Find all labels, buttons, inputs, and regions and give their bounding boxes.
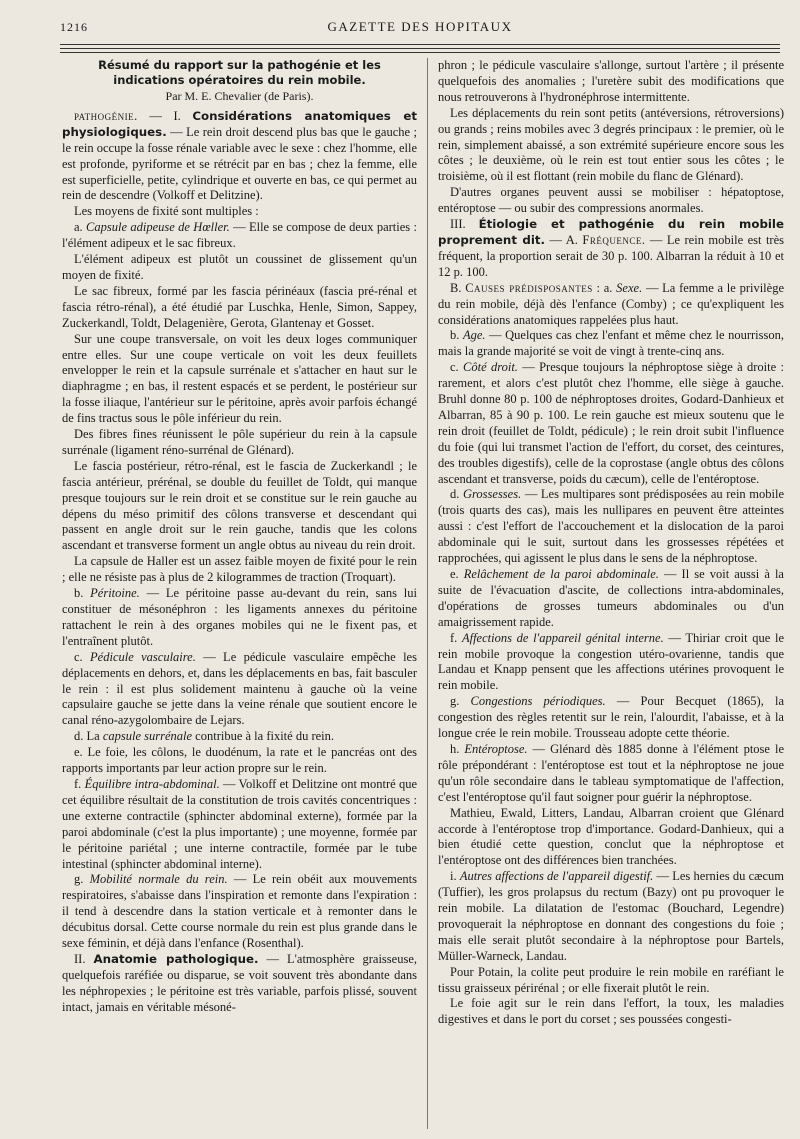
paragraph <box>62 650 417 730</box>
paragraph-text: — Thiriar croit que le rein mobile provoque la congestion utéro-ovarienne, tandis que Landau et Knapp pensent que les affections utérines provoquent le rein mobile. <box>438 630 784 693</box>
article-title-block <box>62 58 417 105</box>
paragraph <box>62 777 417 872</box>
paragraph <box>62 427 417 459</box>
paragraph-lead: Fréquence. <box>582 232 646 247</box>
paragraph <box>438 806 784 870</box>
paragraph-text: — A. <box>545 232 583 247</box>
paragraph <box>438 281 784 329</box>
paragraph-subheading: Équilibre intra-abdominal. <box>84 776 220 791</box>
paragraph-text: L'élément adipeux est plutôt un coussinet de glissement qu'un moyen de fixité. <box>62 252 417 282</box>
paragraph-text: — La femme a le privilège du rein mobile, déjà dès l'enfance (Comby) ; ce qu'expliquent les considérations anatomiques rappelées plus haut. <box>438 280 784 327</box>
paragraph <box>438 185 784 217</box>
paragraph-marker: d. <box>450 487 463 502</box>
paragraph-text: Les déplacements du rein sont petits (antéversions, rétroversions) ou grands ; reins mobiles avec 3 degrés principaux : le premier, où le rein, simplement abaissé, a son extrémité supérieure encore sous les côtes ; le deuxième, où le rein est tout entier sous les côtes ; le troisième, où il est flottant (rein mobile du flanc de Glénard). <box>438 105 784 184</box>
header-rule <box>60 52 780 53</box>
paragraph <box>62 586 417 650</box>
section-heading: Considérations anatomiques et physiologiques. <box>62 108 417 139</box>
paragraph <box>438 631 784 695</box>
paragraph-lead: pathogénie. <box>74 108 138 123</box>
paragraph-subheading: Péritoine. <box>90 586 140 601</box>
paragraph-marker: c. <box>450 360 464 375</box>
paragraph-text: Le fascia postérieur, rétro-rénal, est le fascia de Zuckerkandl ; le fascia antérieur, prérénal, se double du feuillet de Toldt, qui manque presque toujours sur le rein droit et se constitue sur le rein gauche au dépens du méso primitif des côlons transverse et descendant qui passent en angle droit sur le rein gauche, tandis que les colons ascendant et transverse forment un angle obtus au niveau du rein droit. <box>62 458 417 553</box>
page-number: 1216 <box>60 20 88 34</box>
page-header <box>60 16 780 38</box>
paragraph-text: Sur une coupe transversale, on voit les deux loges communiquer entre elles. Sur une coupe verticale on voit les deux feuillets envelopper le rein et la capsule surrénale et s'attacher en haut sur le diaphragme ; en bas, il restent espacés et se perdent, le postérieur sur la fosse iliaque, l'antérieur sur le péritoine, après avoir parfois échangé de fins tractus sous le pôle inférieur du rein. <box>62 331 417 426</box>
paragraph <box>438 217 784 281</box>
paragraph-subheading: Grossesses. <box>462 487 522 502</box>
paragraph-marker: a. <box>74 220 87 235</box>
paragraph <box>62 220 417 252</box>
paragraph-text: Le foie, les côlons, le duodénum, la rate et le pancréas ont des rapports importants par leur action propre sur le rein. <box>62 745 417 776</box>
paragraph-subheading: Sexe. <box>616 280 643 295</box>
paragraph <box>62 952 417 1016</box>
left-column <box>62 58 417 1133</box>
column-divider <box>427 58 428 1129</box>
right-column <box>438 58 784 1133</box>
paragraph-marker: B. <box>450 280 466 295</box>
paragraph-text: Le sac fibreux, formé par les fascia périnéaux (fascia pré-rénal et fascia rétro-rénal), a été étudié par Luschka, Henle, Simon, Sappey, Zuckerkandl, Toldt, Delagenière, Gerota, Glantenay et Gosset. <box>62 283 417 330</box>
paragraph-text: Le foie agit sur le rein dans l'effort, la toux, les maladies digestives et dans le port du corset ; ses poussées congesti- <box>438 996 784 1027</box>
paragraph <box>62 252 417 284</box>
paragraph-text: Les moyens de fixité sont multiples : <box>74 204 259 219</box>
paragraph-text: phron ; le pédicule vasculaire s'allonge, surtout l'artère ; il présente quelquefois des anomalies ; l'uretère subit des modifications que nous retrouverons à l'hydronéphrose intermittente. <box>438 58 784 104</box>
paragraph-text: — Pour Becquet (1865), la congestion des règles retentit sur le rein, l'alourdit, l'abaisse, et à la longue crée le rein mobile. Trousseau adopte cette théorie. <box>438 694 784 741</box>
paragraph <box>438 106 784 186</box>
paragraph-text: : a. <box>592 280 617 295</box>
paragraph-text: — Les hernies du cæcum (Tuffier), les gros prolapsus du rectum (Bazy) ont pu provoquer le rein mobile. La dilatation de l'estomac (Bouchard, Legendre) provoquerait la néphroptose en donnant des congestions du foie ; mais elle serait plutôt secondaire à la néphroptose pour Bartels, Müller-Warneck, Landau. <box>438 869 784 963</box>
paragraph-text: — I. <box>137 108 193 123</box>
paragraph <box>438 567 784 631</box>
paragraph-subheading: Pédicule vasculaire. <box>90 649 196 664</box>
paragraph <box>62 109 417 204</box>
paragraph <box>62 459 417 554</box>
paragraph <box>438 360 784 487</box>
paragraph-text: — Le pédicule vasculaire empêche les déplacements en dehors, et, dans les déplacements en bas, fait basculer le rein : il est plus solidement maintenu à gauche où la veine capsulaire gauche se jette dans la veine rénale que soutient encore le canal réno-azygolombaire de Lejars. <box>62 649 417 728</box>
paragraph-text: — L'atmosphère graisseuse, quelquefois raréfiée ou disparue, se voit souvent très abondante dans les néphropexies ; le péritoine est très variable, parfois plissé, souvent intact, jamais en véritable mésoné- <box>62 951 417 1014</box>
paragraph-text: — Le péritoine passe au-devant du rein, sans lui constituer de mésonéphron : les ligaments annexes du péritoine rattachent le rein à des organes mobiles qui ne le fixent pas, et l'entraînent plutôt. <box>62 586 417 648</box>
paragraph <box>438 328 784 360</box>
paragraph-subheading: Mobilité normale du rein. <box>89 872 228 887</box>
section-heading: Anatomie pathologique. <box>93 951 259 966</box>
paragraph-text: — Elle se compose de deux parties : l'élément adipeux et le sac fibreux. <box>62 220 417 251</box>
paragraph-subheading: Capsule adipeuse de Hœller. <box>86 220 230 235</box>
paragraph <box>438 742 784 806</box>
paragraph-subheading: Autres affections de l'appareil digestif. <box>459 869 654 884</box>
paragraph-text: — Le rein droit descend plus bas que le gauche ; le rein occupe la fosse rénale variable avec le sexe : chez l'homme, elle est profonde, pyriforme et se rétrécit par en bas ; chez la femme, elle est superficielle, petite, cylindrique et ouverte en bas, ce qui permet au rein de descendre (Volkoff et Delitzine). <box>62 124 417 203</box>
paragraph <box>62 745 417 777</box>
paragraph-subheading: Côté droit. <box>463 360 518 375</box>
paragraph-text: La capsule de Haller est un assez faible moyen de fixité pour le rein ; elle ne résiste pas à plus de 2 kilogrammes de traction (Troquart). <box>62 554 417 585</box>
paragraph <box>62 729 417 745</box>
paragraph-text: — Il se voit aussi à la suite de l'évacuation d'ascite, de collections intra-abdominales, d'opérations de grosses tumeurs abdominales ou d'un amaigrissement rapide. <box>438 567 784 629</box>
paragraph <box>438 869 784 964</box>
article-title: Résumé du rapport sur la pathogénie et les indications opératoires du rein mobile. <box>98 58 381 87</box>
paragraph <box>438 487 784 567</box>
paragraph-text: — Volkoff et Delitzine ont montré que cet équilibre résultait de la constitution de trois cavités concentriques : une externe contractile (sphincter abdominal externe), formée par la paroi abdominale (c'est la plus importante) ; une moyenne, formée par le péritoine pariétal ; une interne contractile, formée par le tube intestinal (sphincter abdominal interne). <box>62 776 417 871</box>
paragraph-marker: II. <box>74 951 94 966</box>
header-rule <box>60 44 780 45</box>
paragraph-marker: III. <box>450 217 479 232</box>
paragraph <box>438 996 784 1028</box>
journal-title: GAZETTE DES HOPITAUX <box>327 19 513 34</box>
paragraph-marker: f. <box>74 776 85 791</box>
paragraph-text: — Presque toujours la néphroptose siège à droite : rarement, et alors c'est plutôt chez l'homme, elle siège à gauche. Bruhl donne 80 p. 100 de néphroptoses droites, Godard-Danhieux et Albarran, 85 à 90 p. 100. Le rein gauche est mieux soutenu que le rein droit (feuillet de Toldt, pédicule) ; le rein droit subit l'influence du foie (qui lui transmet l'action de l'effort, du corset, des ceintures, des troubles digestifs), celle de la coprostase (angle obtus des côlons ascendant et transverse, poids du cæcum), celle de l'entéroptose. <box>438 360 784 486</box>
article-author: Par M. E. Chevalier (de Paris). <box>165 89 314 103</box>
section-heading: Étiologie et pathogénie du rein mobile proprement dit. <box>438 217 784 247</box>
paragraph <box>62 554 417 586</box>
paragraph-text: Des fibres fines réunissent le pôle supérieur du rein à la capsule surrénale (ligament réno-surrénal de Glénard). <box>62 427 417 457</box>
header-rule <box>60 48 780 49</box>
paragraph-lead: Causes prédisposantes <box>465 280 593 295</box>
paragraph-subheading: Relâchement de la paroi abdominale. <box>463 567 659 581</box>
paragraph-text: Pour Potain, la colite peut produire le rein mobile en raréfiant le tissu graisseux périrénal ; or elle fixerait plutôt le rein. <box>438 964 784 995</box>
paragraph <box>438 965 784 997</box>
paragraph-marker: e. <box>74 745 88 760</box>
paragraph-subheading: Affections de l'appareil génital interne. <box>461 630 664 645</box>
paragraph-subheading: Congestions périodiques. <box>470 694 606 709</box>
paragraph-marker: f. <box>450 630 462 645</box>
paragraph-marker: i. <box>450 869 460 884</box>
paragraph-marker: b. <box>450 328 463 343</box>
paragraph-marker: d. La <box>74 729 103 744</box>
paragraph-text: — Quelques cas chez l'enfant et même chez le nourrisson, mais la grande majorité se voit de vingt à trente-cinq ans. <box>438 328 784 359</box>
paragraph-subheading: Age. <box>462 328 486 343</box>
paragraph-subheading: Entéroptose. <box>464 741 528 756</box>
paragraph <box>62 872 417 952</box>
paragraph-text: Mathieu, Ewald, Litters, Landau, Albarran croient que Glénard accorde à l'entéroptose trop d'importance. Godard-Danhieux, qui a bien étudié cette question, conclut que la néphroptose et l'entéroptose ont des différences bien tranchées. <box>438 805 784 868</box>
paragraph <box>62 284 417 332</box>
paragraph-text: — Le rein obéit aux mouvements respiratoires, s'abaisse dans l'inspiration et remonte dans l'expiration : il tend à descendre dans la station verticale et à remonter dans le décubitus dorsal. Cette course normale du rein est plus grande dans le sexe féminin, et déjà dans l'enfance (Rosenthal). <box>62 872 417 951</box>
paragraph <box>62 204 417 220</box>
paragraph-marker: h. <box>450 741 465 756</box>
paragraph-marker: e. <box>450 567 464 581</box>
paragraph-text: D'autres organes peuvent aussi se mobiliser : hépatoptose, entéroptose — ou subir des compressions anormales. <box>438 185 784 216</box>
paragraph-text: — Glénard dès 1885 donne à l'élément ptose le rôle prépondérant : l'entéroptose est tout et la néphroptose ne joue qu'un rôle secondaire dans le tableau symptomatique de l'affection, c'est l'entéroptose qu'il faut soigner pour guérir la néphroptose. <box>438 741 784 804</box>
paragraph-text: — Les multipares sont prédisposées au rein mobile (trois quarts des cas), mais les nullipares en peuvent être atteintes aussi : c'est l'effort de l'accouchement et la dislocation de la paroi abdominale qui le suit, surtout dans les grossesses répétées et rapprochées, qui agissent le plus dans le sens de la néphroptose. <box>438 487 784 566</box>
paragraph-marker: c. <box>74 649 91 664</box>
paragraph-marker: b. <box>74 586 91 601</box>
paragraph <box>438 58 784 106</box>
paragraph-text: contribue à la fixité du rein. <box>192 729 335 744</box>
paragraph <box>62 332 417 427</box>
paragraph-marker: g. <box>450 694 471 709</box>
paragraph <box>438 694 784 742</box>
paragraph-marker: g. <box>74 872 90 887</box>
paragraph-text: — Le rein mobile est très fréquent, la proportion serait de 30 p. 100. Albarran la réduit à 10 et 12 p. 100. <box>438 232 784 279</box>
paragraph-subheading: capsule surrénale <box>102 729 193 744</box>
